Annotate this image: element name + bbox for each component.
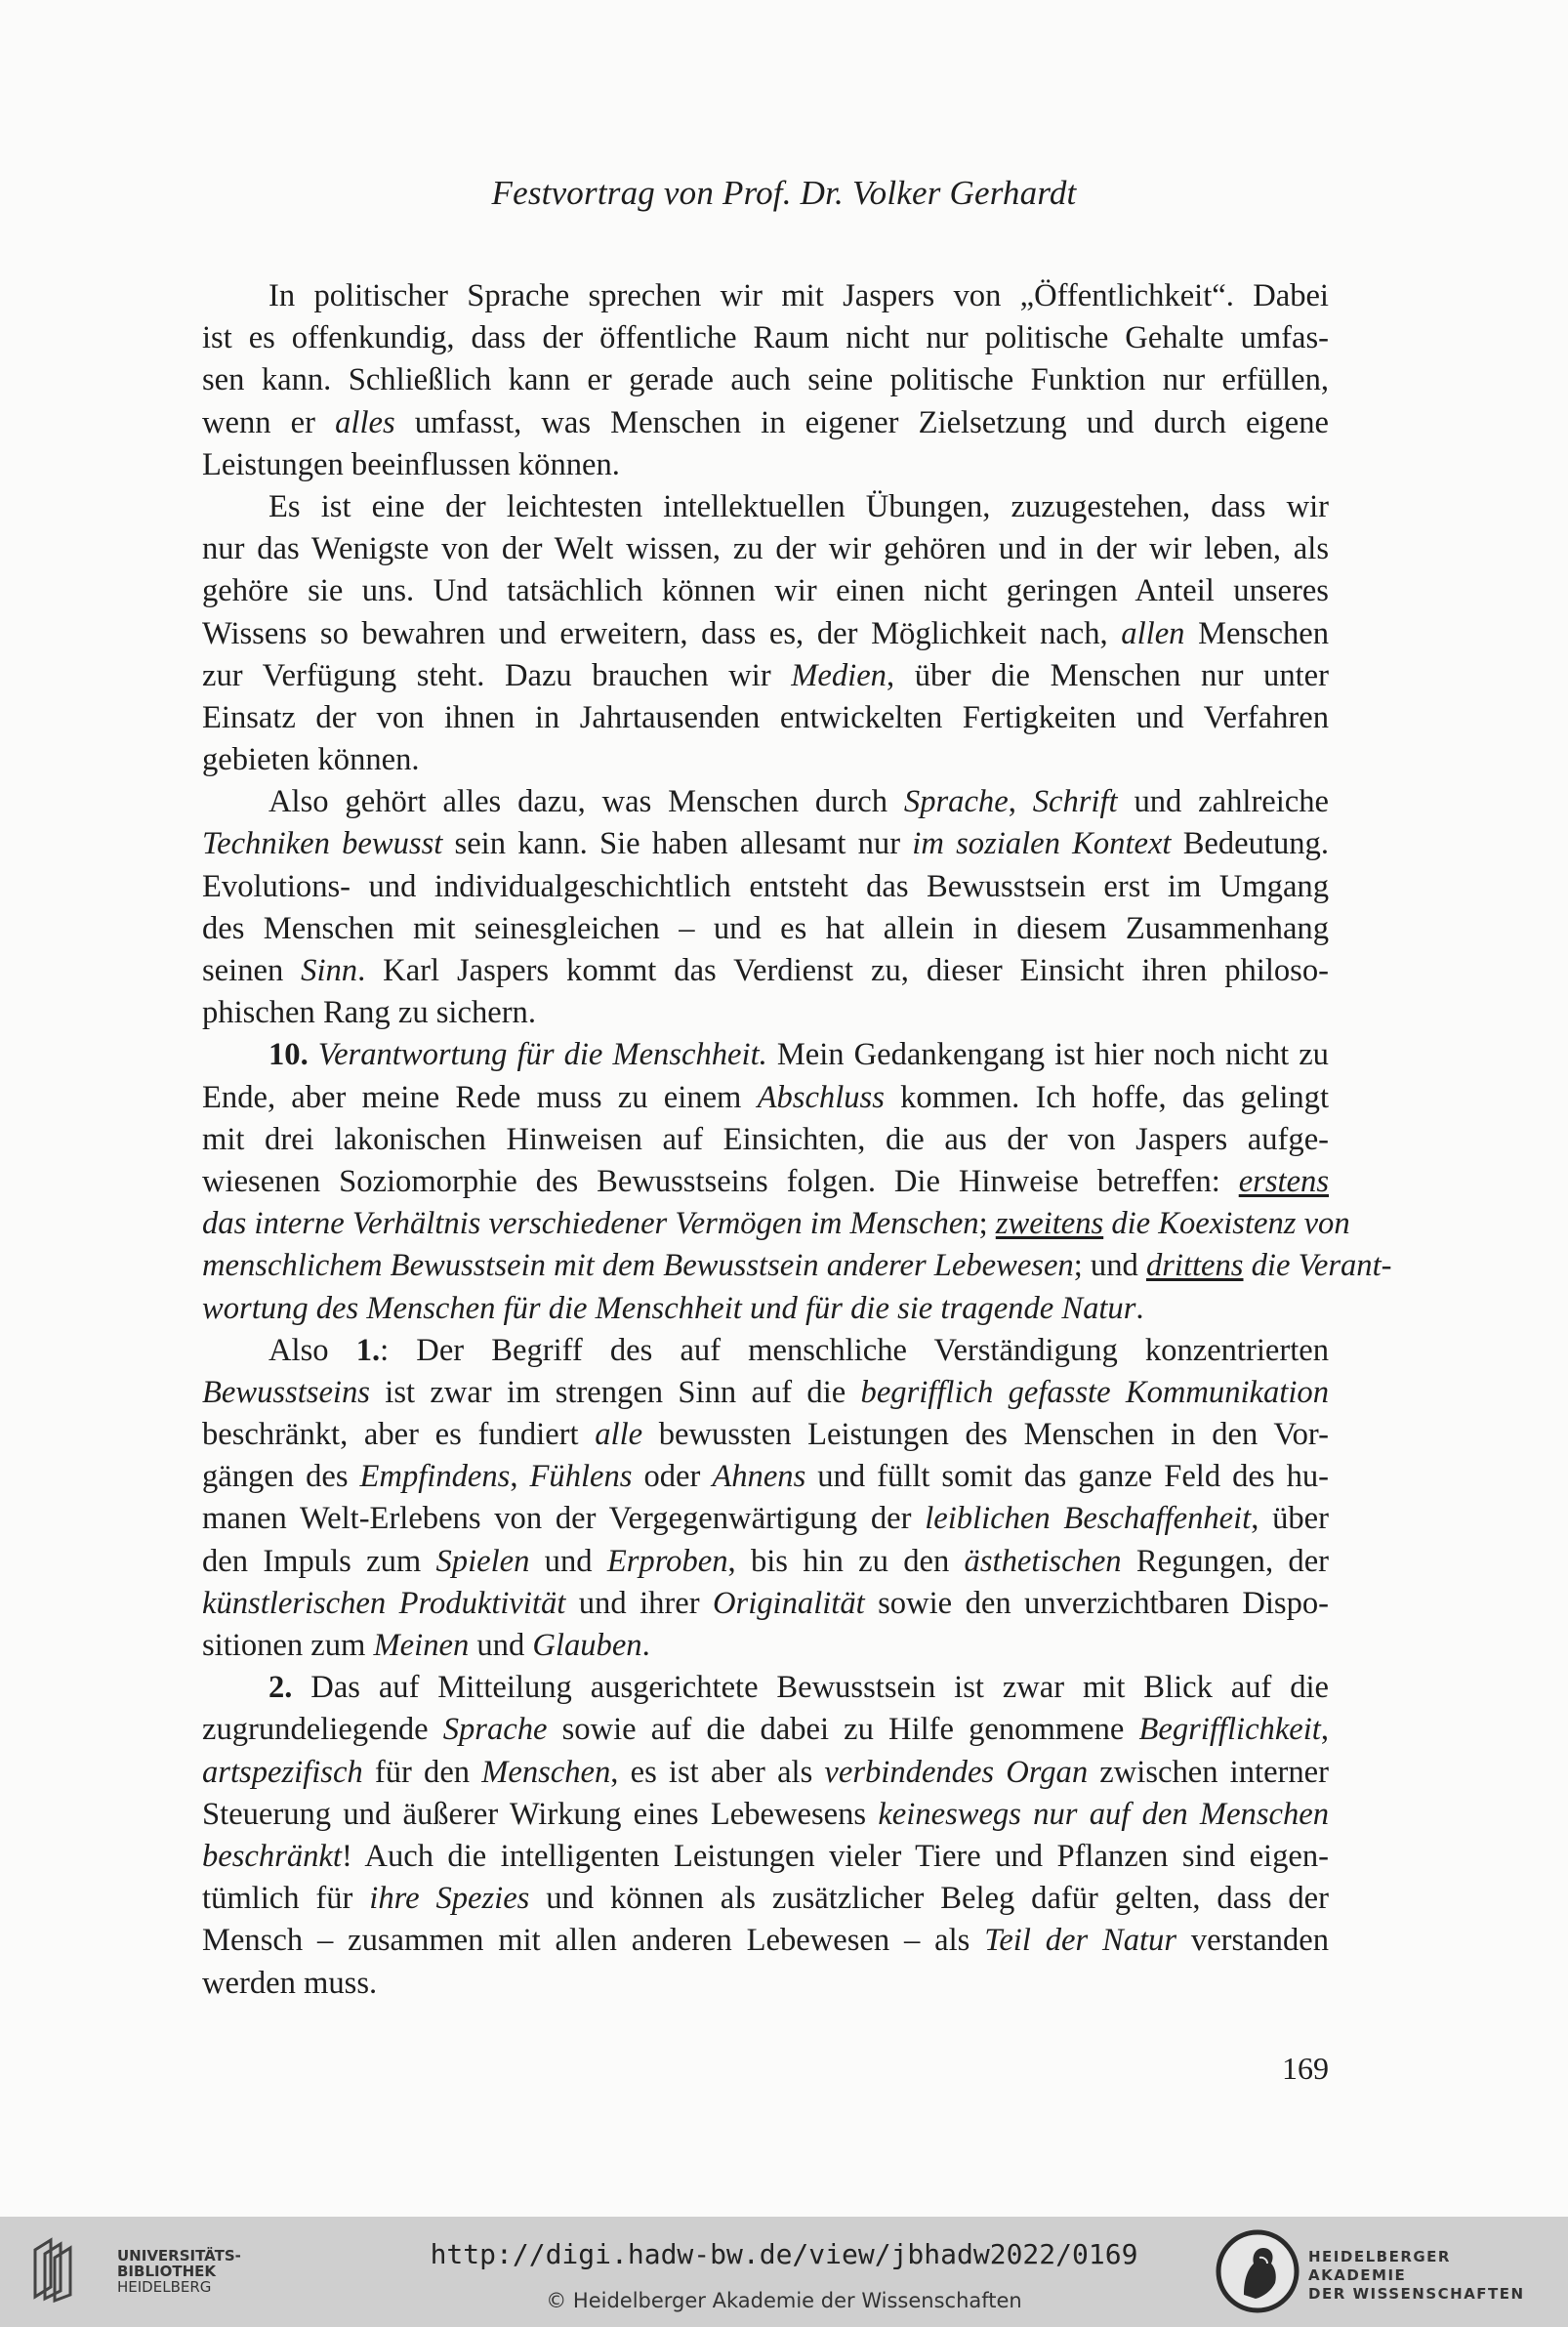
text-line: mit drei lakonischen Hinweisen auf Einsichten, die aus der von Jaspers aufge- xyxy=(202,1121,1329,1157)
text-line: des Menschen mit seinesgleichen – und es hat allein in diesem Zusammenhang xyxy=(202,910,1329,946)
text-line: beschränkt, aber es fundiert alle bewussten Leistungen des Menschen in den Vor- xyxy=(202,1417,1329,1453)
text-line: Es ist eine der leichtesten intellektuellen Übungen, zuzugestehen, dass wir xyxy=(268,488,1329,524)
copyright-notice: © Heidelberger Akademie der Wissenschaften xyxy=(546,2289,1022,2312)
text-line: das interne Verhältnis verschiedener Vermögen im Menschen; zweitens die Koexistenz von xyxy=(202,1206,1350,1242)
text-line: gehöre sie uns. Und tatsächlich können wir einen nicht geringen Anteil unseres xyxy=(202,573,1329,609)
text-line: Evolutions- und individualgeschichtlich entsteht das Bewusstsein erst im Umgang xyxy=(202,868,1329,904)
text-line: beschränkt! Auch die intelligenten Leistungen vieler Tiere und Pflanzen sind eigen- xyxy=(202,1838,1329,1874)
text-line: wiesenen Soziomorphie des Bewusstseins folgen. Die Hinweise betreffen: erstens xyxy=(202,1163,1329,1199)
text-line: gebieten können. xyxy=(202,742,420,778)
text-line: künstlerischen Produktivität und ihrer Originalität sowie den unverzichtbaren Dispo- xyxy=(202,1585,1329,1621)
library-name: UNIVERSITÄTS- BIBLIOTHEK HEIDELBERG xyxy=(117,2247,241,2296)
text-line: menschlichem Bewusstsein mit dem Bewusstsein anderer Lebewesen; und drittens die Verant- xyxy=(202,1248,1392,1284)
text-line: seinen Sinn. Karl Jaspers kommt das Verdienst zu, dieser Einsicht ihren philoso- xyxy=(202,953,1329,988)
academy-seal-icon xyxy=(1211,2224,1304,2318)
text-line: Leistungen beeinflussen können. xyxy=(202,446,620,482)
text-line: Steuerung und äußerer Wirkung eines Lebewesens keineswegs nur auf den Menschen xyxy=(202,1796,1329,1832)
text-line: Ende, aber meine Rede muss zu einem Abschluss kommen. Ich hoffe, das gelingt xyxy=(202,1079,1329,1115)
text-line: wenn er alles umfasst, was Menschen in eigener Zielsetzung und durch eigene xyxy=(202,404,1330,440)
text-line: ist es offenkundig, dass der öffentliche Raum nicht nur politische Gehalte umfas- xyxy=(202,320,1329,356)
text-line: Bewusstseins ist zwar im strengen Sinn auf die begrifflich gefasste Kommunikation xyxy=(202,1374,1329,1410)
text-line: sitionen zum Meinen und Glauben. xyxy=(202,1628,650,1663)
text-line: gängen des Empfindens, Fühlens oder Ahnens und füllt somit das ganze Feld des hu- xyxy=(202,1459,1329,1495)
text-line: In politischer Sprache sprechen wir mit Jaspers von „Öffentlichkeit“. Dabei xyxy=(268,278,1329,313)
text-line: Also gehört alles dazu, was Menschen durch Sprache, Schrift und zahlreiche xyxy=(268,784,1330,820)
text-line: nur das Wenigste von der Welt wissen, zu der wir gehören und in der wir leben, als xyxy=(202,531,1329,567)
text-line: werden muss. xyxy=(202,1965,378,2001)
text-line: Also 1.: Der Begriff des auf menschliche Verständigung konzentrierten xyxy=(268,1332,1329,1368)
text-line: Wissens so bewahren und erweitern, dass es, der Möglichkeit nach, allen Menschen xyxy=(202,615,1329,651)
text-line: artspezifisch für den Menschen, es ist aber als verbindendes Organ zwischen interner xyxy=(202,1754,1329,1790)
text-line: zugrundeliegende Sprache sowie auf die dabei zu Hilfe genommene Begrifflichkeit, xyxy=(202,1712,1329,1748)
text-line: zur Verfügung steht. Dazu brauchen wir Medien, über die Menschen nur unter xyxy=(202,657,1329,693)
running-header: Festvortrag von Prof. Dr. Volker Gerhardt xyxy=(491,174,1077,212)
text-line: Techniken bewusst sein kann. Sie haben allesamt nur im sozialen Kontext Bedeutung. xyxy=(202,826,1329,862)
footer-bar xyxy=(0,2217,1568,2327)
body-text xyxy=(202,275,1392,2005)
source-url-link[interactable]: http://digi.hadw-bw.de/view/jbhadw2022/0169 xyxy=(430,2238,1138,2270)
text-line: sen kann. Schließlich kann er gerade auch seine politische Funktion nur erfüllen, xyxy=(202,362,1329,398)
text-line: tümlich für ihre Spezies und können als zusätzlicher Beleg dafür gelten, dass der xyxy=(202,1881,1329,1917)
text-line: 2. Das auf Mitteilung ausgerichtete Bewusstsein ist zwar mit Blick auf die xyxy=(268,1670,1329,1706)
text-line: manen Welt-Erlebens von der Vergegenwärtigung der leiblichen Beschaffenheit, über xyxy=(202,1501,1329,1537)
academy-name: HEIDELBERGER AKADEMIE DER WISSENSCHAFTEN xyxy=(1308,2248,1525,2303)
academy-logo[interactable] xyxy=(1211,2224,1543,2318)
text-line: phischen Rang zu sichern. xyxy=(202,995,536,1031)
text-line: Mensch – zusammen mit allen anderen Lebewesen – als Teil der Natur verstanden xyxy=(202,1923,1329,1959)
text-line: Einsatz der von ihnen in Jahrtausenden entwickelten Fertigkeiten und Verfahren xyxy=(202,699,1329,735)
text-line: den Impuls zum Spielen und Erproben, bis hin zu den ästhetischen Regungen, der xyxy=(202,1543,1330,1579)
page-number: 169 xyxy=(1282,2051,1329,2086)
text-line: wortung des Menschen für die Menschheit und für die sie tragende Natur. xyxy=(202,1290,1144,1326)
text-line: 10. Verantwortung für die Menschheit. Mein Gedankengang ist hier noch nicht zu xyxy=(268,1037,1329,1073)
